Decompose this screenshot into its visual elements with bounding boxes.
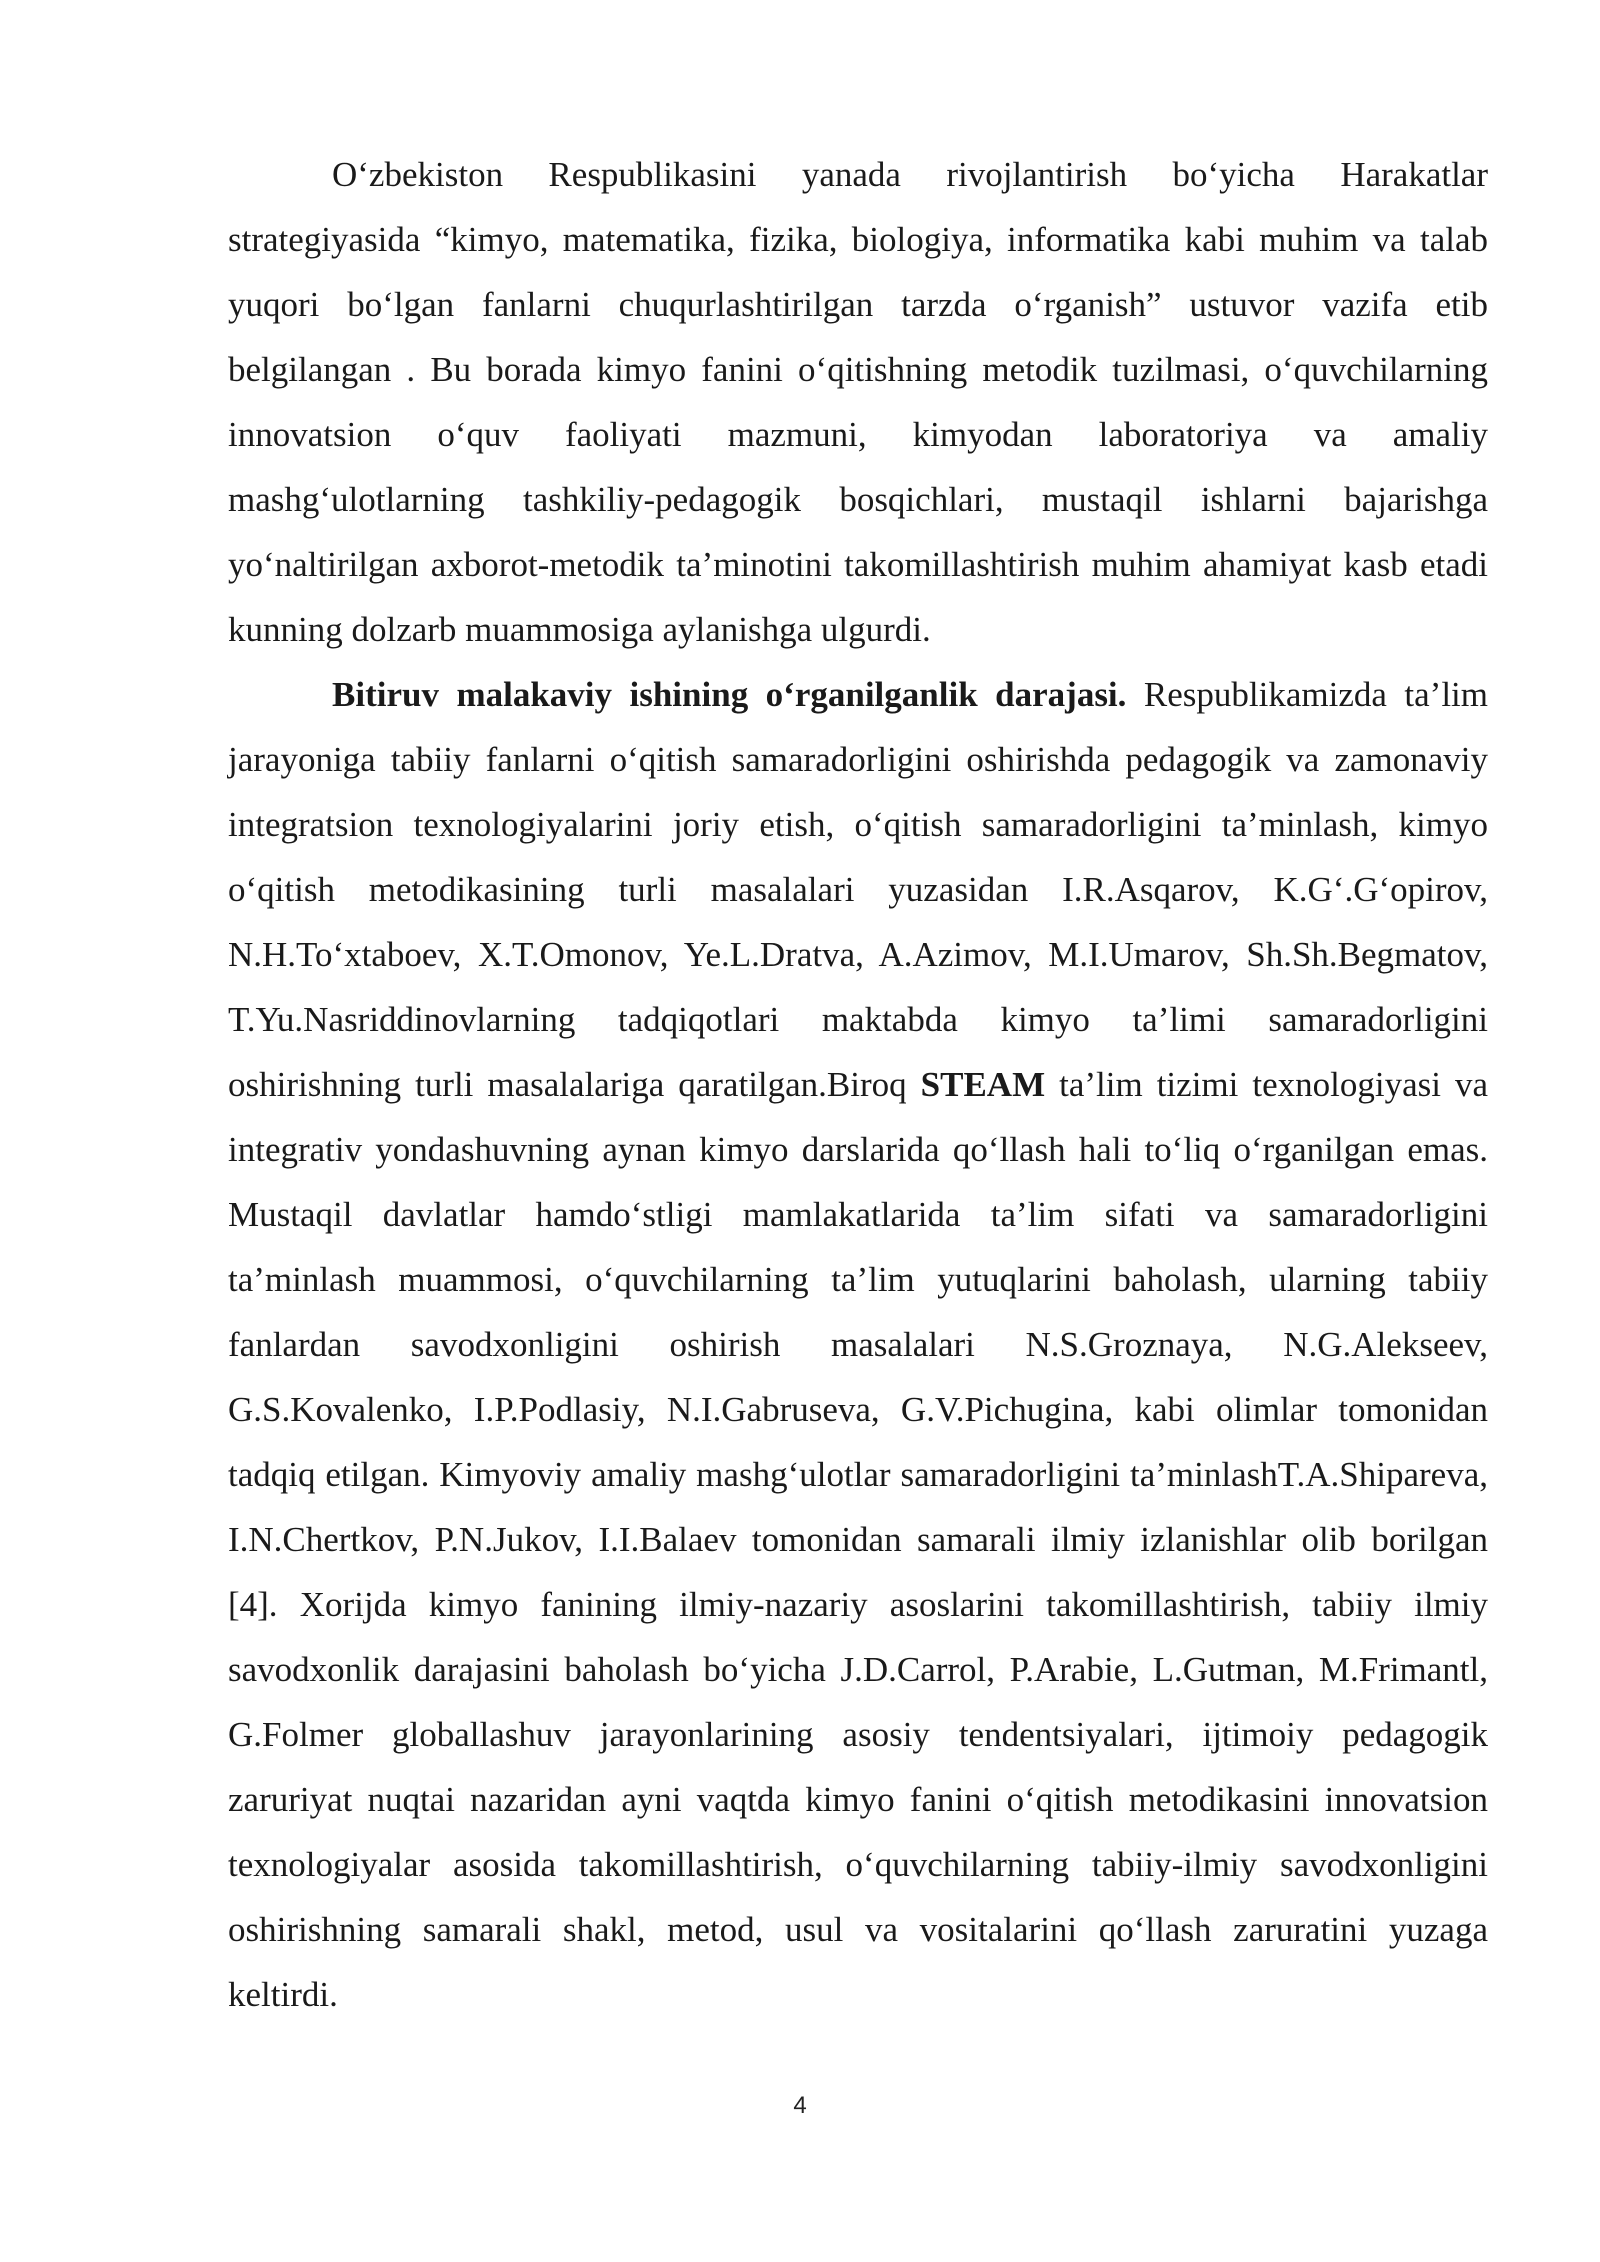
document-page [228, 142, 1488, 2027]
paragraph-study-level [228, 662, 1488, 2027]
section-heading: Bitiruv malakaviy ishining o‘rganilganlik darajasi. [332, 675, 1127, 714]
paragraph-text-part-1: Respublikamizda ta’lim jarayoniga tabiiy fanlarni o‘qitish samaradorligini oshirishda pedagogik va zamonaviy integratsion texnologiyalarini joriy etish, o‘qitish samaradorligini ta’minlash, kimyo o‘qitish metodikasining turli masalalari yuzasidan I.R.Asqarov, K.G‘.G‘opirov, N.H.To‘xtaboev, X.T.Omonov, Ye.L.Dratva, A.Azimov, M.I.Umarov, Sh.Sh.Begmatov, T.Yu.Nasriddinovlarning tadqiqotlari maktabda kimyo ta’limi samaradorligini oshirishning turli masalalariga qaratilgan.Biroq [228, 675, 1488, 1104]
paragraph-intro: O‘zbekiston Respublikasini yanada rivojlantirish bo‘yicha Harakatlar strategiyasida “kimyo, matematika, fizika, biologiya, informatika kabi muhim va talab yuqori bo‘lgan fanlarni chuqurlashtirilgan tarzda o‘rganish” ustuvor vazifa etib belgilangan . Bu borada kimyo fanini o‘qitishning metodik tuzilmasi, o‘quvchilarning innovatsion o‘quv faoliyati mazmuni, kimyodan laboratoriya va amaliy mashg‘ulotlarning tashkiliy-pedagogik bosqichlari, mustaqil ishlarni bajarishga yo‘naltirilgan axborot-metodik ta’minotini takomillashtirish muhim ahamiyat kasb etadi kunning dolzarb muammosiga aylanishga ulgurdi. [228, 155, 1488, 649]
paragraph-text-part-2: ta’lim tizimi texnologiyasi va integrativ yondashuvning aynan kimyo darslarida qo‘llash hali to‘liq o‘rganilgan emas. Mustaqil davlatlar hamdo‘stligi mamlakatlarida ta’lim sifati va samaradorligini ta’minlash muammosi, o‘quvchilarning ta’lim yutuqlarini baholash, ularning tabiiy fanlardan savodxonligini oshirish masalalari N.S.Groznaya, N.G.Alekseev, G.S.Kovalenko, I.P.Podlasiy, N.I.Gabruseva, G.V.Pichugina, kabi olimlar tomonidan tadqiq etilgan. Kimyoviy amaliy mashg‘ulotlar samaradorligini ta’minlashT.A.Shipareva, I.N.Chertkov, P.N.Jukov, I.I.Balaev tomonidan samarali ilmiy izlanishlar olib borilgan [4]. Xorijda kimyo fanining ilmiy-nazariy asoslarini takomillashtirish, tabiiy ilmiy savodxonlik darajasini baholash bo‘yicha J.D.Carrol, P.Arabie, L.Gutman, M.Frimantl, G.Folmer globallashuv jarayonlarining asosiy tendentsiyalari, ijtimoiy pedagogik zaruriyat nuqtai nazaridan ayni vaqtda kimyo fanini o‘qitish metodikasini innovatsion texnologiyalar asosida takomillashtirish, o‘quvchilarning tabiiy-ilmiy savodxonligini oshirishning samarali shakl, metod, usul va vositalarini qo‘llash zaruratini yuzaga keltirdi. [228, 1065, 1488, 2014]
steam-term: STEAM [920, 1065, 1046, 1104]
page-number: 4 [793, 2092, 807, 2119]
